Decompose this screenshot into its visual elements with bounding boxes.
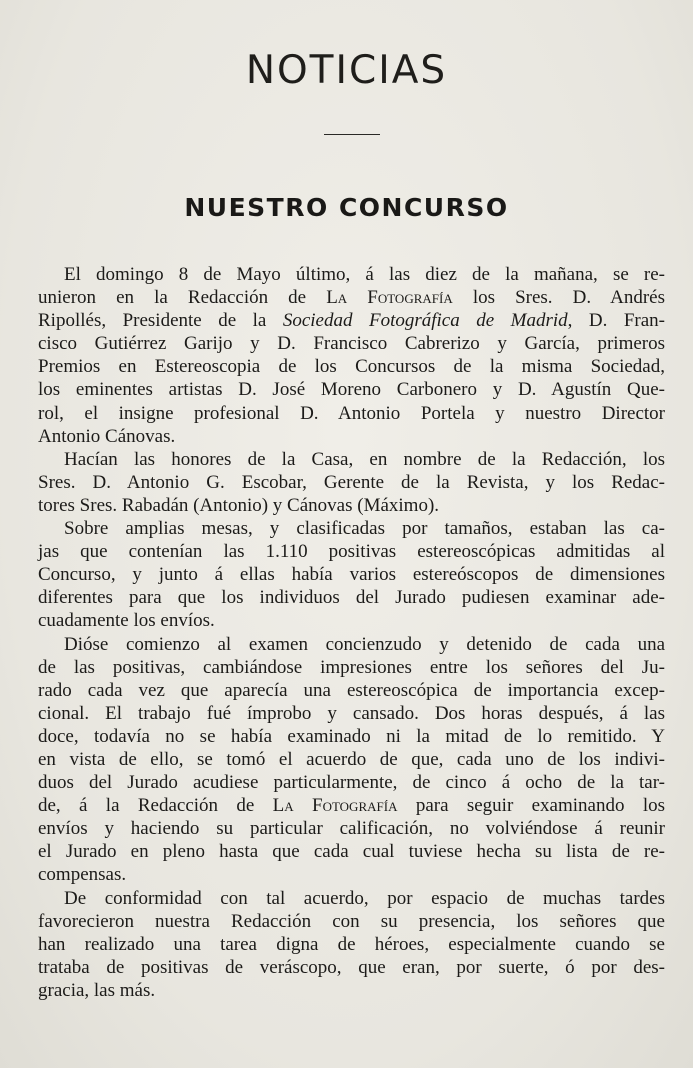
text-line: Sres. D. Antonio G. Escobar, Gerente de la Revista, y los Redac- xyxy=(38,471,665,493)
text-line: favorecieron nuestra Redacción con su presencia, los señores que xyxy=(38,910,665,932)
text-line: Concurso, y junto á ellas había varios estereóscopos de dimensiones xyxy=(38,564,665,586)
text-line: de, á la Redacción de La Fotografía para seguir examinando los xyxy=(38,795,665,817)
text-line: Hacían las honores de la Casa, en nombre de la Redacción, los xyxy=(64,448,665,470)
text-line: trataba de positivas de veráscopo, que eran, por suerte, ó por des- xyxy=(38,956,665,978)
text-line: gracia, las más. xyxy=(38,979,156,1001)
text-line: doce, todavía no se había examinado ni la mitad de lo remitido. Y xyxy=(38,725,665,747)
society-name: Sociedad Fotográfica de Madrid xyxy=(282,310,568,332)
text-line: duos del Jurado acudiese particularmente, de cinco á ocho de la tar- xyxy=(38,772,665,794)
text-line: compensas. xyxy=(38,864,127,886)
text-line: Premios en Estereoscopia de los Concursos de la misma Sociedad, xyxy=(38,356,665,378)
text-line: unieron en la Redacción de La Fotografía los Sres. D. Andrés xyxy=(38,287,665,309)
text-line: Dióse comienzo al examen concienzudo y detenido de cada una xyxy=(64,633,665,655)
text-line: rado cada vez que aparecía una estereoscópica de importancia excep- xyxy=(38,679,665,701)
text-line: han realizado una tarea digna de héroes, especialmente cuando se xyxy=(38,933,665,955)
text-line: rol, el insigne profesional D. Antonio Portela y nuestro Director xyxy=(38,402,665,424)
text-line: el Jurado en pleno hasta que cada cual tuviese hecha su lista de re- xyxy=(38,841,665,863)
text-line: cional. El trabajo fué ímprobo y cansado. Dos horas después, á las xyxy=(38,702,665,724)
text-line: envíos y haciendo su particular calificación, no volviéndose á reunir xyxy=(38,818,665,840)
text-line: jas que contenían las 1.110 positivas estereoscópicas admitidas al xyxy=(38,541,665,563)
text-line: cisco Gutiérrez Garijo y D. Francisco Cabrerizo y García, primeros xyxy=(38,333,665,355)
article-title: NUESTRO CONCURSO xyxy=(184,193,509,222)
text-line: El domingo 8 de Mayo último, á las diez de la mañana, se re- xyxy=(64,264,665,285)
text-line: Antonio Cánovas. xyxy=(38,425,176,447)
text-line: De conformidad con tal acuerdo, por espacio de muchas tardes xyxy=(64,887,665,909)
text-line: en vista de ello, se tomó el acuerdo de que, cada uno de los indivi- xyxy=(38,748,665,770)
journal-name: La Fotografía xyxy=(272,795,398,817)
text-line: diferentes para que los individuos del Jurado pudiesen examinar ade- xyxy=(38,587,665,609)
text-line: los eminentes artistas D. José Moreno Carbonero y D. Agustín Que- xyxy=(38,379,665,401)
text-line: Ripollés, Presidente de la Sociedad Fotográfica de Madrid, D. Fran- xyxy=(38,310,665,332)
article-body xyxy=(38,263,665,1002)
text-line: de las positivas, cambiándose impresiones entre los señores del Ju- xyxy=(38,656,665,678)
section-title: NOTICIAS xyxy=(245,48,448,93)
text-line: Sobre amplias mesas, y clasificadas por tamaños, estaban las ca- xyxy=(64,518,665,540)
journal-name: La Fotografía xyxy=(326,287,453,309)
title-divider xyxy=(324,134,380,135)
text-line: tores Sres. Rabadán (Antonio) y Cánovas (Máximo). xyxy=(38,494,440,516)
text-line: cuadamente los envíos. xyxy=(38,610,215,632)
